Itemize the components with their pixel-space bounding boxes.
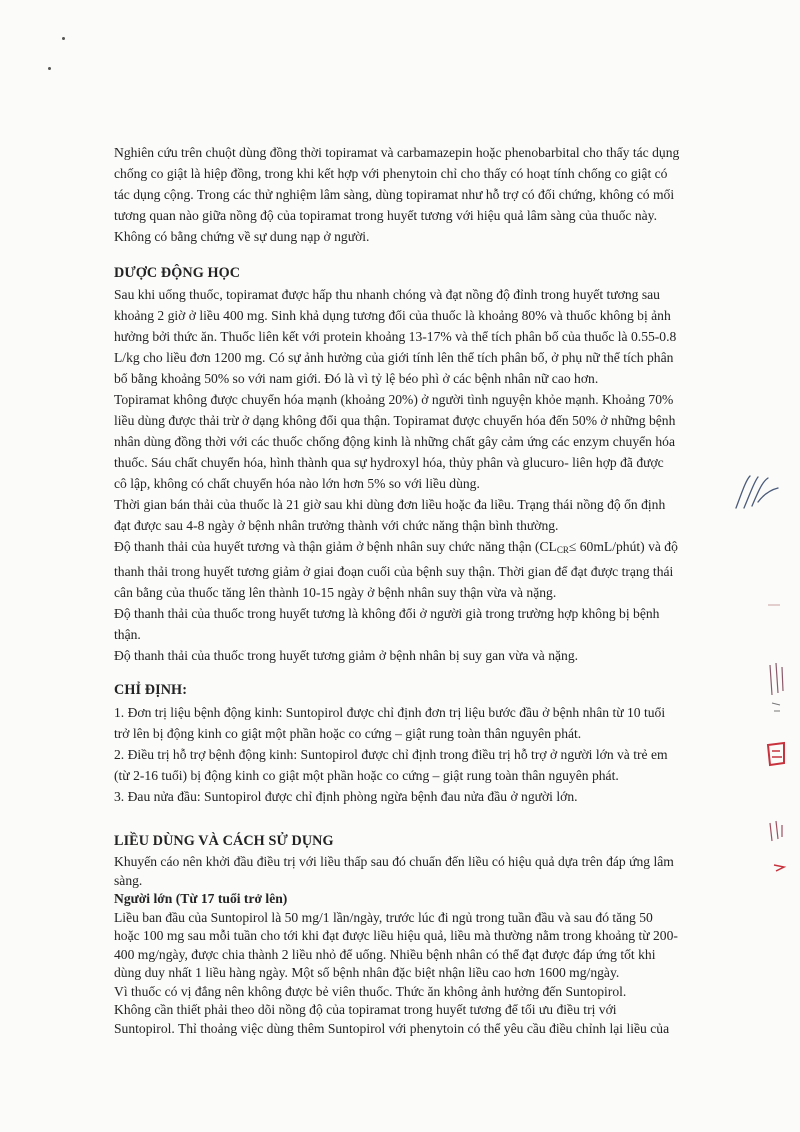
- text-line: Độ thanh thải của thuốc trong huyết tương là không đổi ở người già trong trường hợp không bị bệnh: [114, 606, 660, 621]
- text-fragment: ≤ 60mL/phút) và độ: [568, 539, 678, 554]
- dosage-paragraph-1: [114, 853, 744, 890]
- pharmacokinetics-paragraph-3: [114, 494, 744, 536]
- text-line: khoảng 2 giờ ở liều 400 mg. Sinh khả dụng tương đối của thuốc là khoảng 80% và thuốc không bị ảnh: [114, 308, 671, 323]
- dosage-paragraph-2: [114, 909, 744, 983]
- text-line: thận.: [114, 627, 141, 642]
- text-line: cân bằng của thuốc tăng lên thành 10-15 ngày ở bệnh nhân suy thận vừa và nặng.: [114, 585, 557, 600]
- list-item: [114, 744, 744, 786]
- text-line: cô lập, không có chất chuyển hóa nào lớn hơn 5% so với liều dùng.: [114, 476, 480, 491]
- document-body: [114, 142, 744, 1038]
- signature-icon: [732, 472, 782, 512]
- text-line: 2. Điều trị hỗ trợ bệnh động kinh: Suntopirol được chỉ định trong điều trị hỗ trợ ở người lớn và trẻ em: [114, 747, 668, 762]
- text-line: hưởng bởi thức ăn. Thuốc liên kết với protein khoảng 13-17% và thể tích phân bố của thuốc là 0.55-0.8: [114, 329, 677, 344]
- text-line: Vì thuốc có vị đắng nên không được bẻ viên thuốc. Thức ăn không ảnh hưởng đến Suntopirol.: [114, 983, 627, 999]
- text-line: L/kg cho liều đơn 1200 mg. Có sự ảnh hưởng của giới tính lên thể tích phân bố, ở phụ nữ thể tích phân: [114, 350, 674, 365]
- section-heading-pharmacokinetics: DƯỢC ĐỘNG HỌC: [114, 265, 241, 281]
- scan-speck: [62, 37, 65, 40]
- subscript-cr: CR: [556, 545, 569, 555]
- text-line: trở lên bị động kinh co giật một phần hoặc co cứng – giật rung toàn thân nguyên phát.: [114, 726, 582, 741]
- text-line: Suntopirol. Thỉ thoảng việc dùng thêm Suntopirol với phenytoin có thể yêu cầu điều chỉnh lại liều của: [114, 1020, 670, 1036]
- list-item: [114, 786, 744, 807]
- text-line: 400 mg/ngày, được chia thành 2 liều nhỏ để uống. Nhiều bệnh nhân có thể đạt được đáp ứng tốt khi: [114, 946, 656, 962]
- text-line: thanh thải trong huyết tương giảm ở giai đoạn cuối của bệnh suy thận. Thời gian để đạt được trạng thái: [114, 564, 674, 579]
- text-line: nhân dùng đồng thời với các thuốc chống động kinh là những chất gây cảm ứng các enzym chuyển hóa: [114, 434, 676, 449]
- text-line: (từ 2-16 tuổi) bị động kinh co giật một phần hoặc co cứng – giật rung toàn thân nguyên phát.: [114, 768, 619, 783]
- text-line: bố bằng khoảng 50% so với nam giới. Đó là vì tỷ lệ béo phì ở các bệnh nhân nữ cao hơn.: [114, 371, 599, 386]
- text-fragment: Độ thanh thải của huyết tương và thận giảm ở bệnh nhân suy chức năng thận (CL: [114, 539, 557, 554]
- text-line: Sau khi uống thuốc, topiramat được hấp thu nhanh chóng và đạt nồng độ đỉnh trong huyết tương sau: [114, 287, 660, 302]
- pharmacokinetics-paragraph-1: [114, 284, 744, 389]
- dosage-paragraph-3: [114, 983, 744, 1002]
- text-line: sàng.: [114, 872, 143, 888]
- text-line: Không có bằng chứng về sự dung nạp ở người.: [114, 229, 370, 244]
- scan-speck: [48, 67, 51, 70]
- list-item: [114, 702, 744, 744]
- text-line: tương quan nào giữa nồng độ của topiramat trong huyết tương với hiệu quả lâm sàng của thuốc này.: [114, 208, 657, 223]
- pharmacokinetics-paragraph-5: [114, 603, 744, 645]
- text-line: Thời gian bán thải của thuốc là 21 giờ sau khi dùng đơn liều hoặc đa liều. Trạng thái nồng độ ổn định: [114, 497, 666, 512]
- text-line: Nghiên cứu trên chuột dùng đồng thời topiramat và carbamazepin hoặc phenobarbital cho thấy tác dụng: [114, 145, 680, 160]
- pharmacokinetics-paragraph-6: [114, 645, 744, 666]
- text-line: chống co giật là hiệp đồng, trong khi kết hợp với phenytoin chỉ cho thấy có hoạt tính chống co giật có: [114, 166, 668, 181]
- text-line: hoặc 100 mg sau mỗi tuần cho tới khi đạt được liều hiệu quả, liều mà thường nằm trong khoảng từ 200-: [114, 928, 678, 943]
- pharmacokinetics-paragraph-2: [114, 389, 744, 494]
- text-line: dùng duy nhất 1 liều hàng ngày. Một số bệnh nhân đặc biệt nhận liều cao hơn 1600 mg/ngày.: [114, 965, 620, 980]
- text-line: Topiramat không được chuyển hóa mạnh (khoảng 20%) ở người tình nguyện khỏe mạnh. Khoảng 70%: [114, 392, 674, 407]
- text-line: 1. Đơn trị liệu bệnh động kinh: Suntopirol được chỉ định đơn trị liệu bước đầu ở bệnh nhân từ 10 tuổi: [114, 705, 666, 720]
- text-line: đạt được sau 4-8 ngày ở bệnh nhân trưởng thành với chức năng thận bình thường.: [114, 518, 559, 533]
- text-line: Khuyến cáo nên khởi đầu điều trị với liều thấp sau đó chuẩn đến liều có hiệu quả dựa trên đáp ứng lâm: [114, 854, 674, 869]
- subheading-adults: Người lớn (Từ 17 tuổi trở lên): [114, 891, 288, 906]
- text-line: 3. Đau nửa đầu: Suntopirol được chỉ định phòng ngừa bệnh đau nửa đầu ở người lớn.: [114, 789, 578, 804]
- pharmacokinetics-paragraph-4: [114, 536, 744, 603]
- intro-paragraph: [114, 142, 744, 247]
- indications-list: [114, 702, 744, 807]
- section-heading-indications: CHỈ ĐỊNH:: [114, 682, 188, 698]
- edge-stamp-marks-icon: [756, 595, 796, 895]
- text-line: Liều ban đầu của Suntopirol là 50 mg/1 lần/ngày, trước lúc đi ngủ trong tuần đầu và sau đó tăng 50: [114, 909, 653, 925]
- text-line: Độ thanh thải của thuốc trong huyết tương giảm ở bệnh nhân bị suy gan vừa và nặng.: [114, 648, 579, 663]
- text-line: liều dùng được thải trừ ở dạng không đổi qua thận. Topiramat được chuyển hóa đến 50% ở những bệnh: [114, 413, 676, 428]
- text-line: thuốc. Sáu chất chuyển hóa, hình thành qua sự hydroxyl hóa, thủy phân và glucuro- liên hợp đã được: [114, 455, 664, 470]
- text-line: [114, 536, 744, 561]
- text-line: tác dụng cộng. Trong các thử nghiệm lâm sàng, dùng topiramat như hỗ trợ có đối chứng, không có mối: [114, 187, 675, 202]
- dosage-paragraph-4: [114, 1001, 744, 1038]
- section-heading-dosage: LIỀU DÙNG VÀ CÁCH SỬ DỤNG: [114, 833, 334, 849]
- text-line: Không cần thiết phải theo dõi nồng độ của topiramat trong huyết tương để tối ưu điều trị với: [114, 1002, 617, 1017]
